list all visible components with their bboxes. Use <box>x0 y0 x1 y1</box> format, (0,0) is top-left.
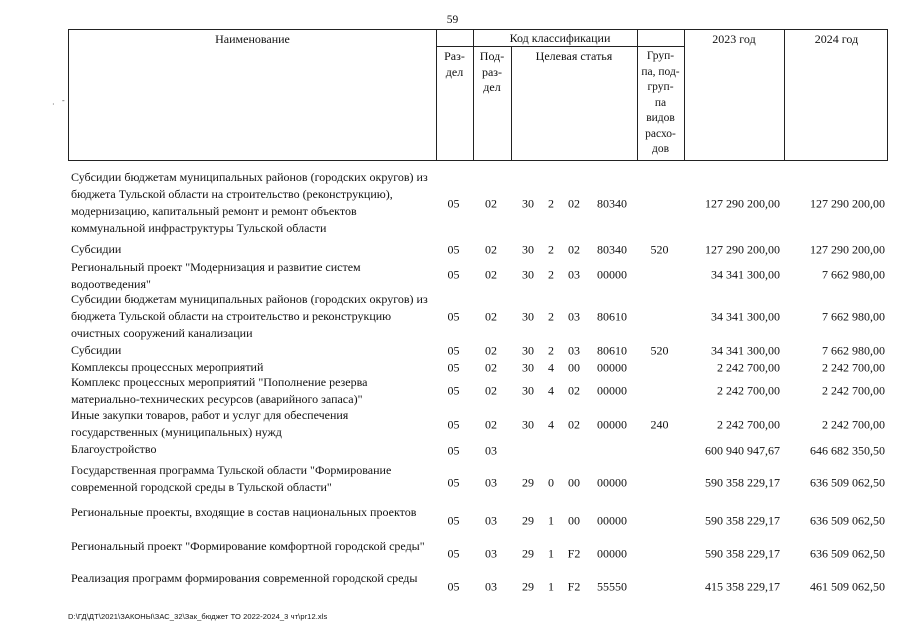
cell-t2: 2 <box>548 309 554 324</box>
page-number: 59 <box>446 14 459 26</box>
cell-v2024: 636 509 062,50 <box>810 475 885 490</box>
cell-t1: 29 <box>522 475 534 490</box>
cell-v2024: 461 509 062,50 <box>810 579 885 594</box>
cell-rz: 05 <box>447 475 460 490</box>
row-name: Благоустройство <box>71 442 157 456</box>
cell-pr: 03 <box>485 443 497 457</box>
header-group: Груп- па, под- груп- па видов расхо- дов <box>641 50 680 155</box>
cell-t2: 2 <box>548 343 554 358</box>
cell-t4: 00000 <box>597 360 627 374</box>
cell-t2: 1 <box>548 546 554 561</box>
cell-t3: 03 <box>568 267 580 282</box>
cell-t2: 2 <box>548 242 554 257</box>
cell-t4: 80610 <box>597 309 627 324</box>
cell-t1: 30 <box>522 360 534 374</box>
table-row <box>68 407 888 441</box>
table-row <box>68 259 888 289</box>
cell-v2024: 636 509 062,50 <box>810 546 885 561</box>
file-path-footer: D:\ГД\ДТ\2021\ЗАКОНЫ\ЗАС_32\Зак_бюджет ТО 2022-2024_3 чт\pr12.xls <box>68 612 328 621</box>
row-name: Субсидии <box>71 343 122 357</box>
cell-t1: 30 <box>522 383 534 398</box>
cell-t3: 00 <box>568 360 580 374</box>
row-name: Региональный проект "Модернизация и развитие систем водоотведения" <box>71 260 361 291</box>
cell-pr: 02 <box>485 360 497 374</box>
cell-rz: 05 <box>447 343 460 358</box>
cell-t1: 30 <box>522 267 534 282</box>
cell-t1: 30 <box>522 343 534 358</box>
cell-rz: 05 <box>447 579 460 594</box>
cell-v2024: 127 290 200,00 <box>810 196 885 211</box>
cell-v2024: 7 662 980,00 <box>822 343 885 358</box>
cell-v2024: 646 682 350,50 <box>810 443 885 457</box>
cell-t1: 29 <box>522 546 534 561</box>
cell-rz: 05 <box>447 242 460 257</box>
row-name: Комплексы процессных мероприятий <box>71 360 264 374</box>
row-name: Комплекс процессных мероприятий "Пополнение резерва материально-технических ресурсов (аварийного запаса)" <box>71 375 368 406</box>
cell-v2023: 600 940 947,67 <box>705 443 780 457</box>
row-name: Субсидии <box>71 242 122 256</box>
row-name: Региональные проекты, входящие в состав национальных проектов <box>71 505 417 519</box>
cell-rz: 05 <box>447 196 460 211</box>
cell-t4: 00000 <box>597 417 627 432</box>
cell-vr: 520 <box>650 343 669 358</box>
cell-t4: 80340 <box>597 242 627 257</box>
row-name: Региональный проект "Формирование комфортной городской среды" <box>71 539 425 553</box>
cell-v2023: 34 341 300,00 <box>711 309 780 324</box>
header-target: Целевая статья <box>535 49 613 63</box>
cell-t4: 55550 <box>597 579 627 594</box>
table-header <box>68 29 888 161</box>
cell-v2023: 127 290 200,00 <box>705 242 780 257</box>
cell-v2024: 636 509 062,50 <box>810 513 885 528</box>
margin-mark: - <box>62 96 65 105</box>
cell-pr: 03 <box>485 579 497 594</box>
cell-pr: 02 <box>485 309 497 324</box>
cell-t1: 30 <box>522 196 534 211</box>
cell-t2: 1 <box>548 513 554 528</box>
cell-v2024: 2 242 700,00 <box>822 383 885 398</box>
cell-pr: 03 <box>485 546 497 561</box>
cell-v2023: 415 358 229,17 <box>705 579 780 594</box>
cell-rz: 05 <box>447 513 460 528</box>
table-row <box>68 374 888 406</box>
cell-t1: 29 <box>522 513 534 528</box>
cell-v2024: 2 242 700,00 <box>822 417 885 432</box>
cell-rz: 05 <box>447 309 460 324</box>
cell-v2023: 590 358 229,17 <box>705 513 780 528</box>
cell-t1: 30 <box>522 309 534 324</box>
cell-t1: 30 <box>522 417 534 432</box>
cell-t2: 4 <box>548 417 554 432</box>
cell-pr: 02 <box>485 267 497 282</box>
cell-rz: 05 <box>447 267 460 282</box>
table-row <box>68 570 888 602</box>
cell-rz: 05 <box>447 360 460 374</box>
cell-v2023: 2 242 700,00 <box>717 417 780 432</box>
cell-v2023: 2 242 700,00 <box>717 383 780 398</box>
cell-t1: 30 <box>522 242 534 257</box>
table-row <box>68 462 888 502</box>
cell-vr: 520 <box>650 242 669 257</box>
cell-t3: 03 <box>568 309 580 324</box>
table-row <box>68 169 888 237</box>
cell-t2: 0 <box>548 475 554 490</box>
row-name: Реализация программ формирования современной городской среды <box>71 571 418 585</box>
cell-pr: 02 <box>485 417 497 432</box>
cell-t4: 00000 <box>597 383 627 398</box>
cell-v2024: 7 662 980,00 <box>822 309 885 324</box>
cell-rz: 05 <box>447 417 460 432</box>
cell-pr: 02 <box>485 196 497 211</box>
cell-t4: 00000 <box>597 475 627 490</box>
table-row <box>68 504 888 536</box>
cell-t2: 4 <box>548 360 554 374</box>
cell-v2023: 34 341 300,00 <box>711 343 780 358</box>
table-row <box>68 359 888 374</box>
row-name: Иные закупки товаров, работ и услуг для обеспечения государственных (муниципальных) нужд <box>71 408 349 439</box>
table-row <box>68 441 888 458</box>
cell-t3: 02 <box>568 417 580 432</box>
cell-rz: 05 <box>447 443 460 457</box>
cell-t3: 00 <box>568 513 580 528</box>
cell-v2023: 590 358 229,17 <box>705 475 780 490</box>
header-code: Код классификации <box>509 31 611 45</box>
cell-v2024: 127 290 200,00 <box>810 242 885 257</box>
cell-v2023: 127 290 200,00 <box>705 196 780 211</box>
cell-t2: 2 <box>548 196 554 211</box>
cell-t3: 03 <box>568 343 580 358</box>
cell-v2023: 590 358 229,17 <box>705 546 780 561</box>
cell-t2: 4 <box>548 383 554 398</box>
header-razdel: Раз- дел <box>444 49 465 79</box>
cell-pr: 02 <box>485 343 497 358</box>
row-name: Государственная программа Тульской области "Формирование современной городской среды в Тульской области" <box>71 463 392 494</box>
cell-t1: 29 <box>522 579 534 594</box>
cell-pr: 02 <box>485 383 497 398</box>
cell-t4: 00000 <box>597 513 627 528</box>
cell-v2023: 34 341 300,00 <box>711 267 780 282</box>
cell-pr: 02 <box>485 242 497 257</box>
cell-rz: 05 <box>447 383 460 398</box>
cell-t2: 1 <box>548 579 554 594</box>
table-row <box>68 342 888 358</box>
header-podrazdel: Под- раз- дел <box>479 49 505 94</box>
header-2023: 2023 год <box>712 32 756 46</box>
table-row <box>68 241 888 257</box>
cell-v2023: 2 242 700,00 <box>717 360 780 374</box>
margin-mark: · <box>52 100 55 109</box>
table-row <box>68 538 888 568</box>
cell-t3: 02 <box>568 383 580 398</box>
cell-t3: F2 <box>567 546 581 561</box>
cell-t3: 02 <box>568 196 580 211</box>
cell-t3: 00 <box>568 475 580 490</box>
header-2024: 2024 год <box>814 32 859 46</box>
cell-t4: 80340 <box>597 196 627 211</box>
table-row <box>68 291 888 341</box>
cell-v2024: 7 662 980,00 <box>822 267 885 282</box>
header-name: Наименование <box>215 32 290 46</box>
cell-t4: 80610 <box>597 343 627 358</box>
cell-t3: F2 <box>567 579 581 594</box>
cell-t4: 00000 <box>597 546 627 561</box>
cell-t2: 2 <box>548 267 554 282</box>
cell-pr: 03 <box>485 513 497 528</box>
cell-pr: 03 <box>485 475 497 490</box>
cell-vr: 240 <box>650 417 669 432</box>
row-name: Субсидии бюджетам муниципальных районов (городских округов) из бюджета Тульской области на строительство (реконструкцию), модернизацию, капитальный ремонт и ремонт объектов коммунальной инфраструктуры Тульской области <box>71 170 428 235</box>
row-name: Субсидии бюджетам муниципальных районов (городских округов) из бюджета Тульской области на строительство и реконструкцию очистных сооружений канализации <box>71 292 428 340</box>
cell-t4: 00000 <box>597 267 627 282</box>
cell-rz: 05 <box>447 546 460 561</box>
cell-v2024: 2 242 700,00 <box>822 360 885 374</box>
cell-t3: 02 <box>568 242 580 257</box>
